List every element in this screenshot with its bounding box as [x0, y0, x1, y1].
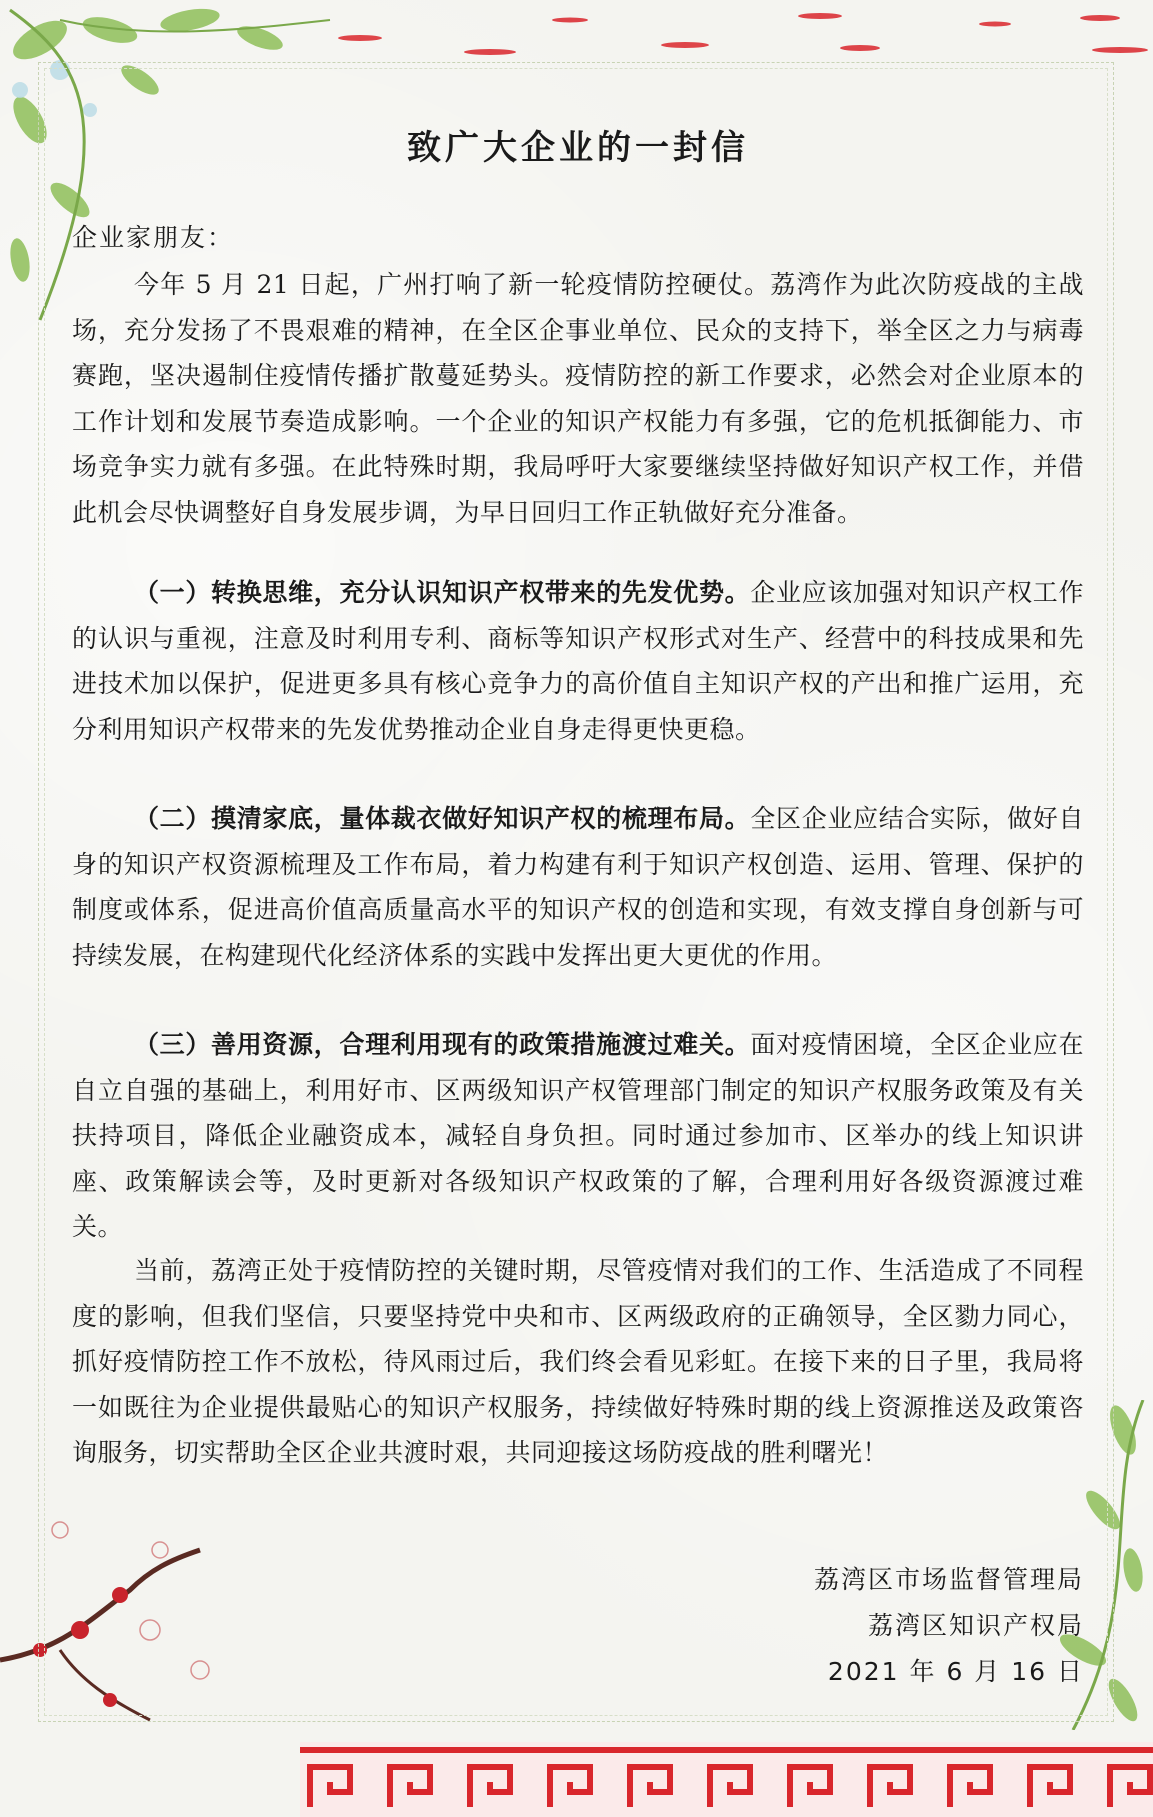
signature-date: 2021 年 6 月 16 日: [827, 1657, 1084, 1686]
paragraph-heading: （一）转换思维，充分认识知识产权带来的先发优势。: [134, 578, 751, 607]
letter-title: 致广大企业的一封信: [407, 128, 749, 168]
red-petals-decoration: [300, 0, 1153, 70]
paragraph-point-3: [72, 1022, 1084, 1250]
signature-org-1: 荔湾区市场监督管理局: [813, 1565, 1084, 1594]
signature-org-2: 荔湾区知识产权局: [867, 1611, 1084, 1640]
paragraph-heading: （二）摸清家底，量体裁衣做好知识产权的梳理布局。: [134, 804, 751, 833]
paragraph-point-2: [72, 796, 1084, 978]
paragraph-text: 当前，荔湾正处于疫情防控的关键时期，尽管疫情对我们的工作、生活造成了不同程度的影响，但我们坚信，只要坚持党中央和市、区两级政府的正确领导，全区勠力同心，抓好疫情防控工作不放松，待风雨过后，我们终会看见彩虹。在接下来的日子里，我局将一如既往为企业提供最贴心的知识产权服务，持续做好特殊时期的线上资源推送及政策咨询服务，切实帮助全区企业共渡时艰，共同迎接这场防疫战的胜利曙光！: [72, 1256, 1084, 1467]
paragraph-text: 企业应该加强对知识产权工作的认识与重视，注意及时利用专利、商标等知识产权形式对生产、经营中的科技成果和先进技术加以保护，促进更多具有核心竞争力的高价值自主知识产权的产出和推广运用，充分利用知识产权带来的先发优势推动企业自身走得更快更稳。: [72, 578, 1084, 744]
paragraph-text: 全区企业应结合实际，做好自身的知识产权资源梳理及工作布局，着力构建有利于知识产权创造、运用、管理、保护的制度或体系，促进高价值高质量高水平的知识产权的创造和实现，有效支撑自身创新与可持续发展，在构建现代化经济体系的实践中发挥出更大更优的作用。: [72, 804, 1084, 970]
paragraph-intro: [72, 262, 1084, 535]
paragraph-closing: [72, 1248, 1084, 1476]
paragraph-heading: （三）善用资源，合理利用现有的政策措施渡过难关。: [134, 1030, 751, 1059]
paragraph-text: 今年 5 月 21 日起，广州打响了新一轮疫情防控硬仗。荔湾作为此次防疫战的主战场，充分发扬了不畏艰难的精神，在全区企事业单位、民众的支持下，举全区之力与病毒赛跑，坚决遏制住疫情传播扩散蔓延势头。疫情防控的新工作要求，必然会对企业原本的工作计划和发展节奏造成影响。一个企业的知识产权能力有多强，它的危机抵御能力、市场竞争实力就有多强。在此特殊时期，我局呼吁大家要继续坚持做好知识产权工作，并借此机会尽快调整好自身发展步调，为早日回归工作正轨做好充分准备。: [72, 270, 1084, 527]
salutation: 企业家朋友：: [72, 223, 235, 252]
red-pattern-border: [300, 1742, 1153, 1817]
paragraph-point-1: [72, 570, 1084, 752]
paragraph-text: 面对疫情困境，全区企业应在自立自强的基础上，利用好市、区两级知识产权管理部门制定的知识产权服务政策及有关扶持项目，降低企业融资成本，减轻自身负担。同时通过参加市、区举办的线上知识讲座、政策解读会等，及时更新对各级知识产权政策的了解，合理利用好各级资源渡过难关。: [72, 1030, 1084, 1241]
